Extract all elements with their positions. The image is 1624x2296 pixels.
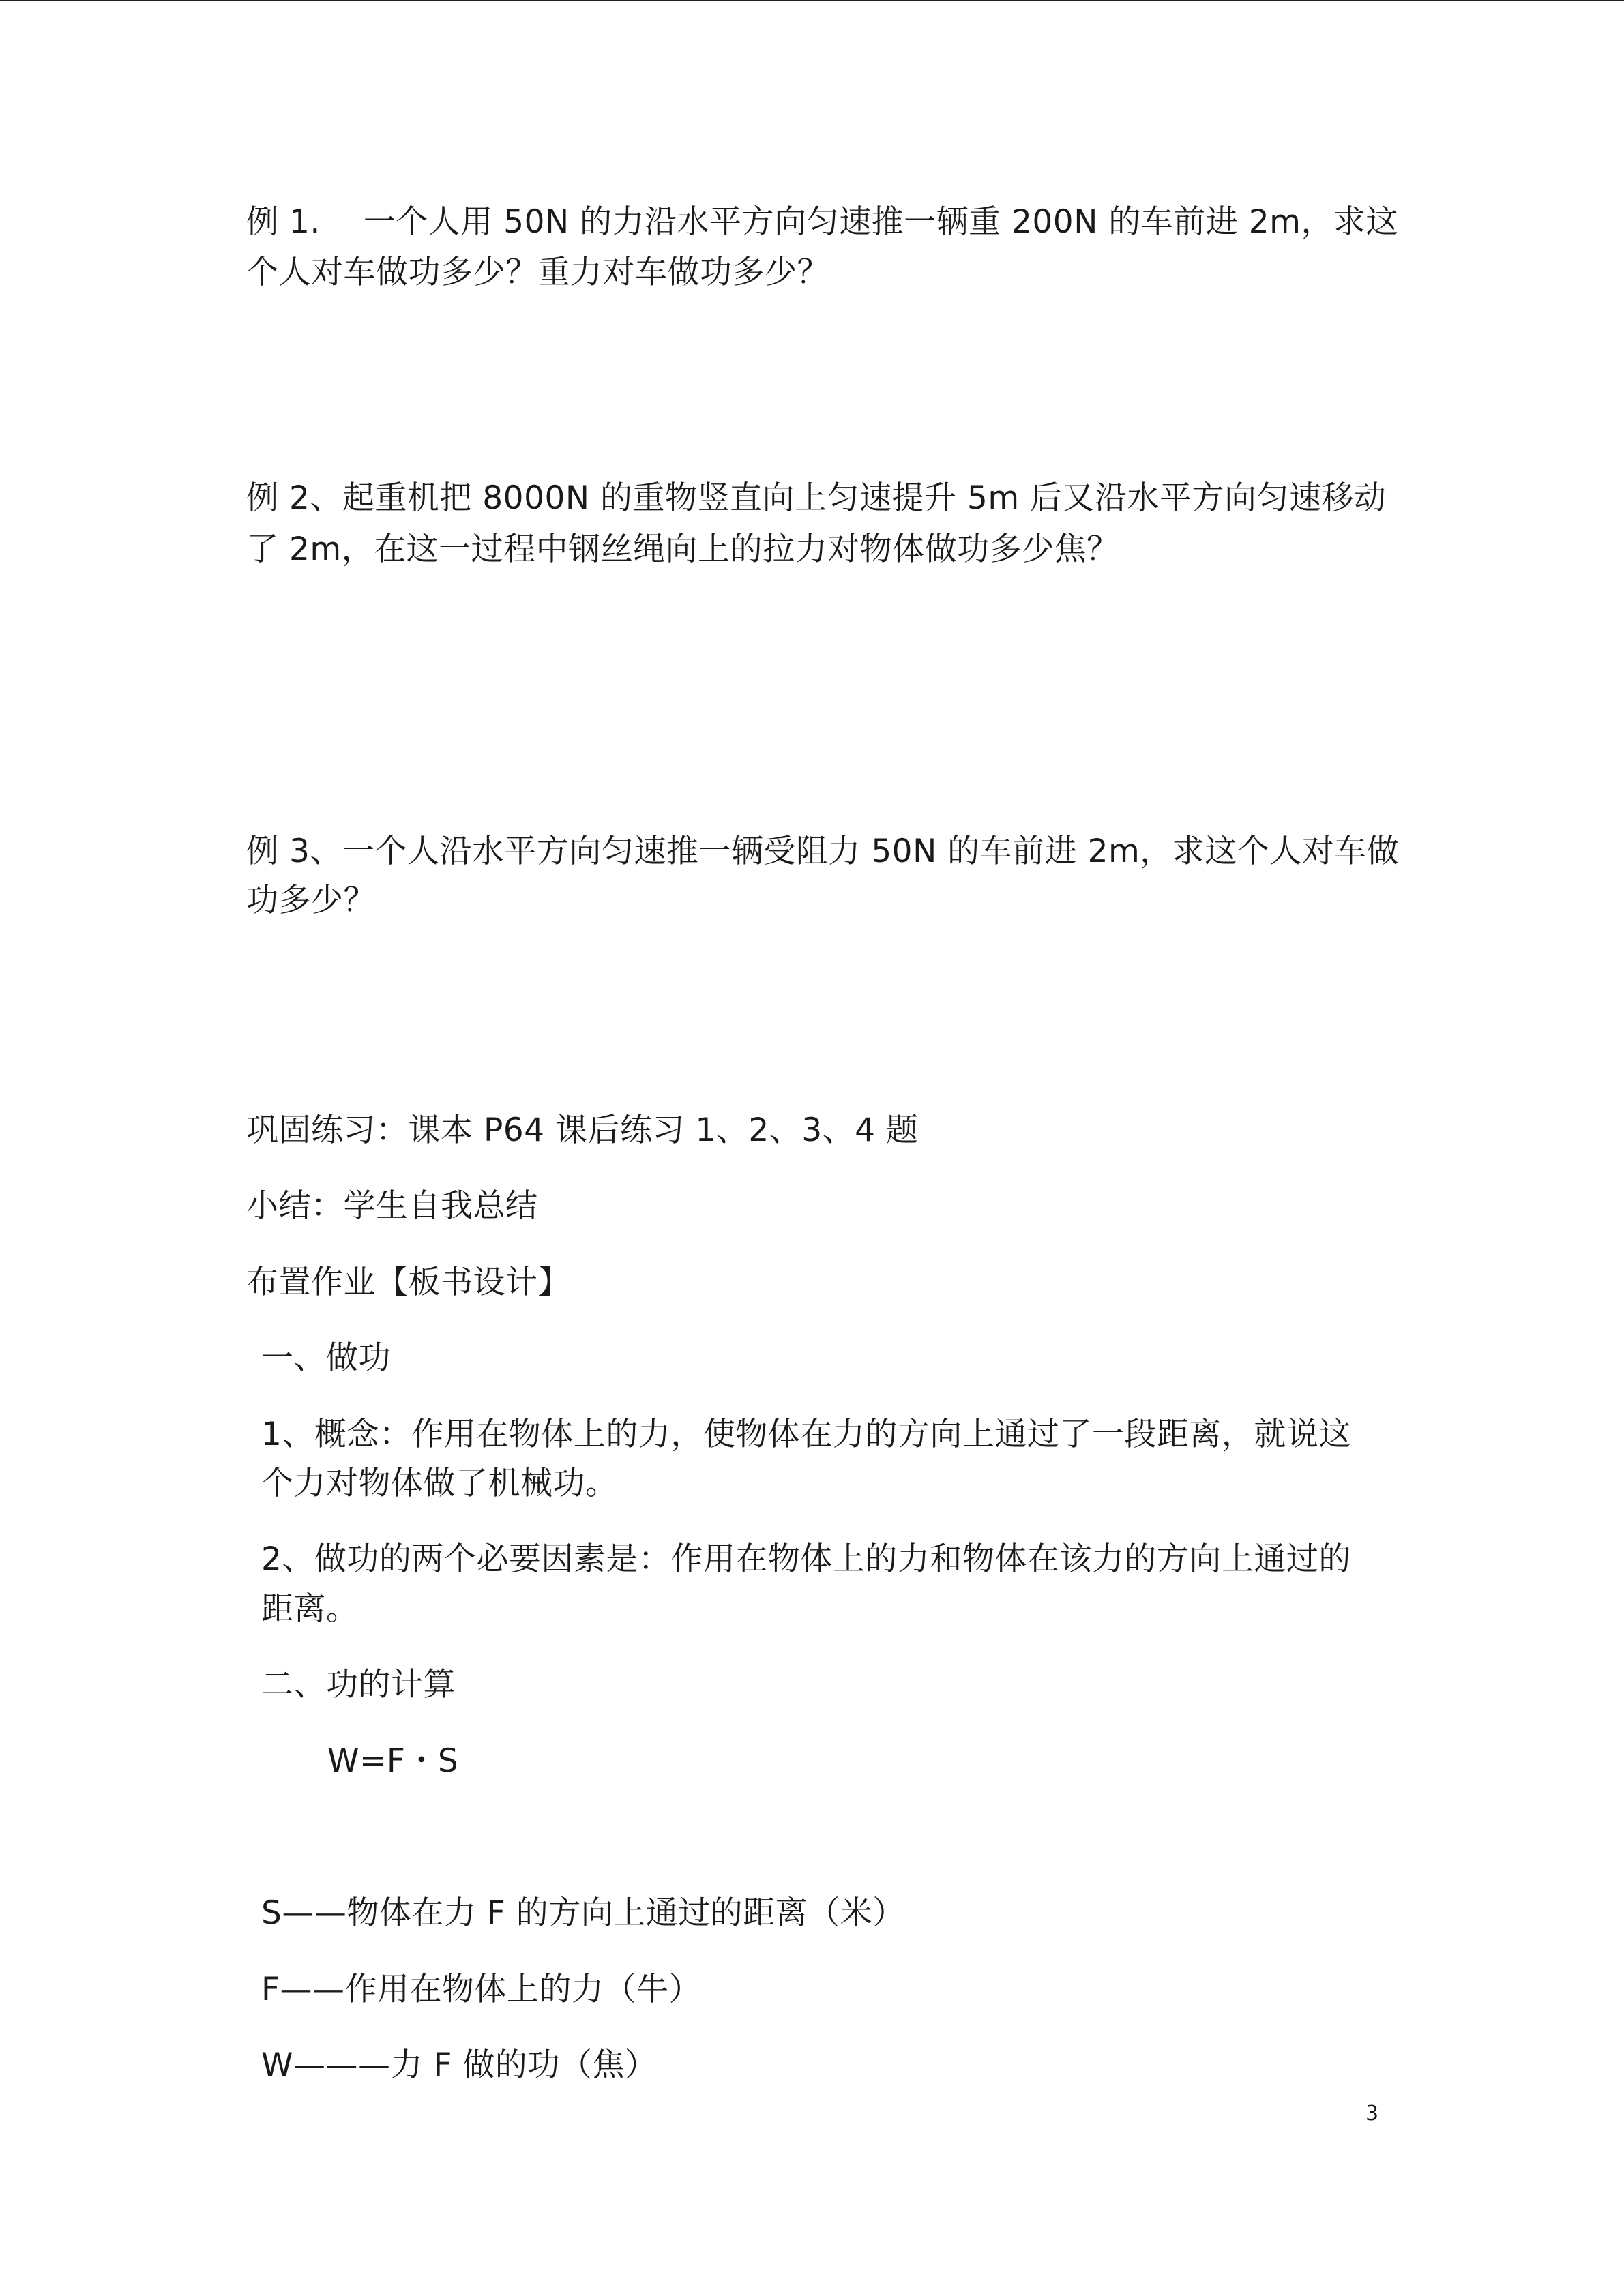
concept-line-2: 个力对物体做了机械功。 xyxy=(261,1465,618,1502)
formula: W=F・S xyxy=(327,1742,459,1780)
section-2-title: 二、功的计算 xyxy=(261,1666,456,1703)
s-definition: S——物体在力 F 的方向上通过的距离（米） xyxy=(261,1894,905,1932)
factors-line-1: 2、做功的两个必要因素是：作用在物体上的力和物体在该力的方向上通过的 xyxy=(261,1540,1351,1578)
homework-line: 布置作业【板书设计】 xyxy=(246,1264,570,1301)
example-2-line-2: 了 2m，在这一过程中钢丝绳向上的拉力对物体做功多少焦？ xyxy=(246,531,1119,568)
summary-line: 小结：学生自我总结 xyxy=(246,1187,538,1225)
f-definition: F——作用在物体上的力（牛） xyxy=(261,1971,702,2008)
example-3-line-1: 例 3、一个人沿水平方向匀速推一辆受阻力 50N 的车前进 2m，求这个人对车做 xyxy=(246,833,1400,870)
section-1-title: 一、做功 xyxy=(261,1339,391,1377)
concept-line-1: 1、概念：作用在物体上的力，使物体在力的方向上通过了一段距离，就说这 xyxy=(261,1416,1351,1453)
example-1-line-1: 例 1. 一个人用 50N 的力沿水平方向匀速推一辆重 200N 的车前进 2m，求这 xyxy=(246,203,1398,241)
example-1-line-2: 个人对车做功多少？重力对车做功多少？ xyxy=(246,254,829,291)
factors-line-2: 距离。 xyxy=(261,1590,359,1628)
practice-line: 巩固练习：课本 P64 课后练习 1、2、3、4 题 xyxy=(246,1112,919,1149)
page-number: 3 xyxy=(1365,2102,1379,2126)
w-definition: W———力 F 做的功（焦） xyxy=(261,2046,658,2084)
example-2-line-1: 例 2、起重机把 8000N 的重物竖直向上匀速提升 5m 后又沿水平方向匀速移动 xyxy=(246,479,1387,517)
example-3-line-2: 功多少？ xyxy=(246,882,376,919)
